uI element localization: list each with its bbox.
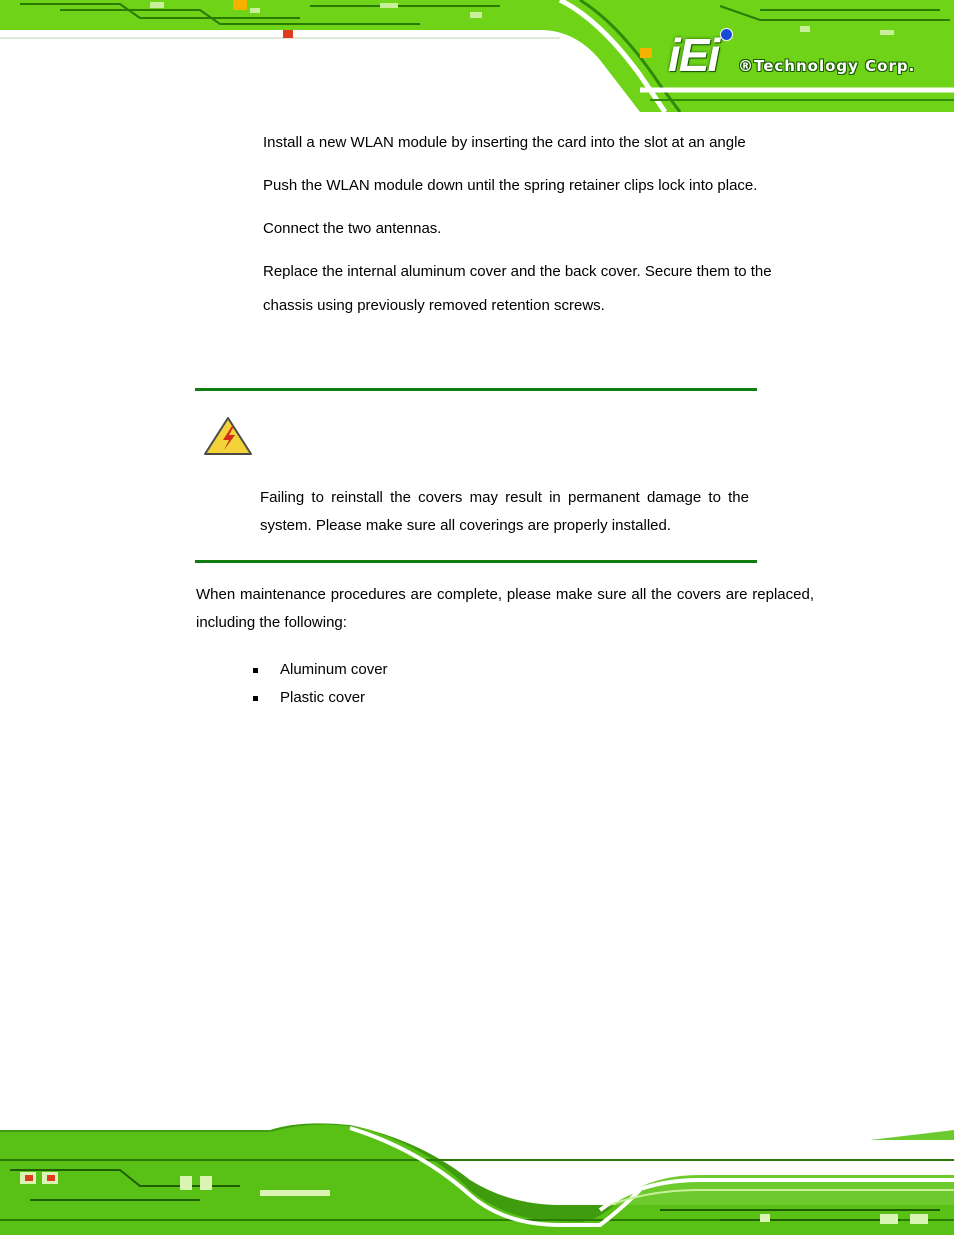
maintenance-paragraph: When maintenance procedures are complete, please make sure all the covers are replaced, including the following: (196, 586, 814, 631)
circuit-board-footer-graphic (0, 1120, 954, 1235)
warning-icon (203, 416, 253, 456)
step-text: Install a new WLAN module by inserting the card into the slot at an angle (263, 134, 746, 151)
bullet-square-icon (253, 696, 258, 701)
covers-list (252, 656, 388, 712)
logo-text: ®Technology Corp. (738, 57, 916, 75)
company-logo (668, 26, 948, 86)
logo-dot-icon (720, 28, 733, 41)
list-item (252, 684, 388, 712)
bullet-square-icon (253, 668, 258, 673)
footer-banner (0, 1120, 954, 1235)
step-text: Push the WLAN module down until the spring retainer clips lock into place. (263, 177, 758, 194)
warning-message: Failing to reinstall the covers may result in permanent damage to the system. Please make sure all coverings are properly installed. (260, 489, 749, 534)
step-text: Replace the internal aluminum cover and the back cover. Secure them to the chassis using previously removed retention screws. (263, 263, 772, 314)
warning-top-rule (195, 388, 757, 391)
list-item-label: Plastic cover (280, 689, 366, 706)
warning-bottom-rule (195, 560, 757, 563)
list-item (252, 656, 388, 684)
header-banner (0, 0, 954, 112)
list-item-label: Aluminum cover (280, 661, 388, 678)
iei-logo-mark: iEi (668, 29, 719, 81)
step-text: Connect the two antennas. (263, 220, 442, 237)
